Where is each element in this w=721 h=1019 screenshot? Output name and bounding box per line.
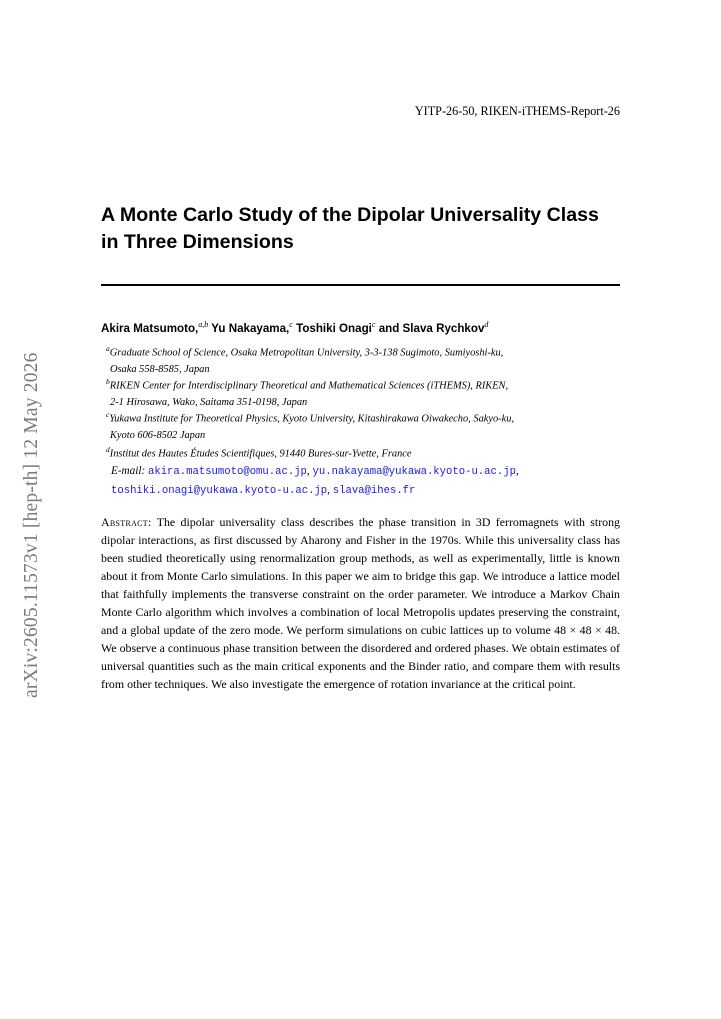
- email-link[interactable]: akira.matsumoto@omu.ac.jp: [147, 466, 307, 478]
- author-affiliation-mark: d: [484, 320, 489, 329]
- affiliation-line: 2-1 Hirosawa, Wako, Saitama 351-0198, Japan: [110, 396, 308, 408]
- report-number: YITP-26-50, RIKEN-iTHEMS-Report-26: [414, 104, 620, 118]
- arxiv-identifier: arXiv:2605.11573v1 [hep-th] 12 May 2026: [21, 352, 42, 698]
- affiliation-line: Osaka 558-8585, Japan: [110, 363, 210, 375]
- email-block: E-mail: akira.matsumoto@omu.ac.jp, yu.nakayama@yukawa.kyoto-u.ac.jp, toshiki.onagi@yukawa.kyoto-u.ac.jp, slava@ihes.fr: [111, 465, 519, 497]
- title-rule: [101, 284, 620, 286]
- abstract-text: The dipolar universality class describes the phase transition in 3D ferromagnets with strong dipolar interactions, as first discussed by Aharony and Fisher in the 1970s. While this universality class has been studied theoretically using renormalization group methods, as well as experimentally, little is known about it from Monte Carlo simulations. In this paper we aim to bridge this gap. We introduce a lattice model that faithfully implements the transverse constraint on the order parameter. We introduce a Markov Chain Monte Carlo algorithm which involves a combination of local Metropolis updates preserving the constraint, and a global update of the zero mode. We perform simulations on cubic lattices up to volume 48 × 48 × 48. We observe a continuous phase transition between the disordered and ordered phases. We obtain estimates of universal quantities such as the main critical exponents and the Binder ratio, and compare them with results from other techniques. We also investigate the emergence of rotation invariance at the critical point.: [101, 515, 620, 691]
- author-affiliation-mark: c: [289, 320, 293, 329]
- affiliation-line: Kyoto 606-8502 Japan: [110, 429, 206, 441]
- author-affiliation-mark: c: [371, 320, 376, 329]
- affiliation-d: [106, 442, 620, 463]
- affiliation-c: [106, 407, 620, 444]
- affiliation-line: Institut des Hautes Études Scientifiques, 91440 Bures-sur-Yvette, France: [109, 448, 412, 460]
- affiliation-label: d: [106, 445, 110, 454]
- affiliation-label: b: [106, 377, 110, 386]
- author-name: Toshiki Onagi: [296, 321, 372, 335]
- paper-title: [101, 202, 641, 256]
- author-list: [101, 320, 641, 335]
- title-line-2: in Three Dimensions: [101, 231, 294, 253]
- affiliation-line: RIKEN Center for Interdisciplinary Theoretical and Mathematical Sciences (iTHEMS), RIKEN,: [109, 380, 509, 392]
- email-link[interactable]: toshiki.onagi@yukawa.kyoto-u.ac.jp: [111, 485, 328, 497]
- author-affiliation-mark: a,b: [198, 320, 209, 329]
- author-name: Slava Rychkov: [402, 321, 485, 335]
- author-name: Yu Nakayama,: [211, 321, 290, 335]
- author-conjunction: and: [378, 321, 400, 335]
- email-link[interactable]: yu.nakayama@yukawa.kyoto-u.ac.jp: [312, 466, 516, 478]
- affiliation-b: [106, 374, 620, 411]
- title-line-1: A Monte Carlo Study of the Dipolar Universality Class: [101, 204, 599, 226]
- email-link[interactable]: slava@ihes.fr: [332, 485, 416, 497]
- affiliation-label: a: [106, 344, 110, 353]
- affiliation-label: c: [106, 410, 110, 419]
- affiliation-line: Graduate School of Science, Osaka Metropolitan University, 3-3-138 Sugimoto, Sumiyoshi-ku,: [109, 347, 504, 359]
- affiliation-line: Yukawa Institute for Theoretical Physics, Kyoto University, Kitashirakawa Oiwakecho, Sakyo-ku,: [109, 413, 515, 425]
- author-name: Akira Matsumoto,: [101, 321, 199, 335]
- affiliation-a: [106, 341, 620, 378]
- abstract-label: Abstract:: [101, 515, 152, 529]
- abstract: [101, 513, 620, 693]
- email-label: E-mail:: [111, 465, 146, 477]
